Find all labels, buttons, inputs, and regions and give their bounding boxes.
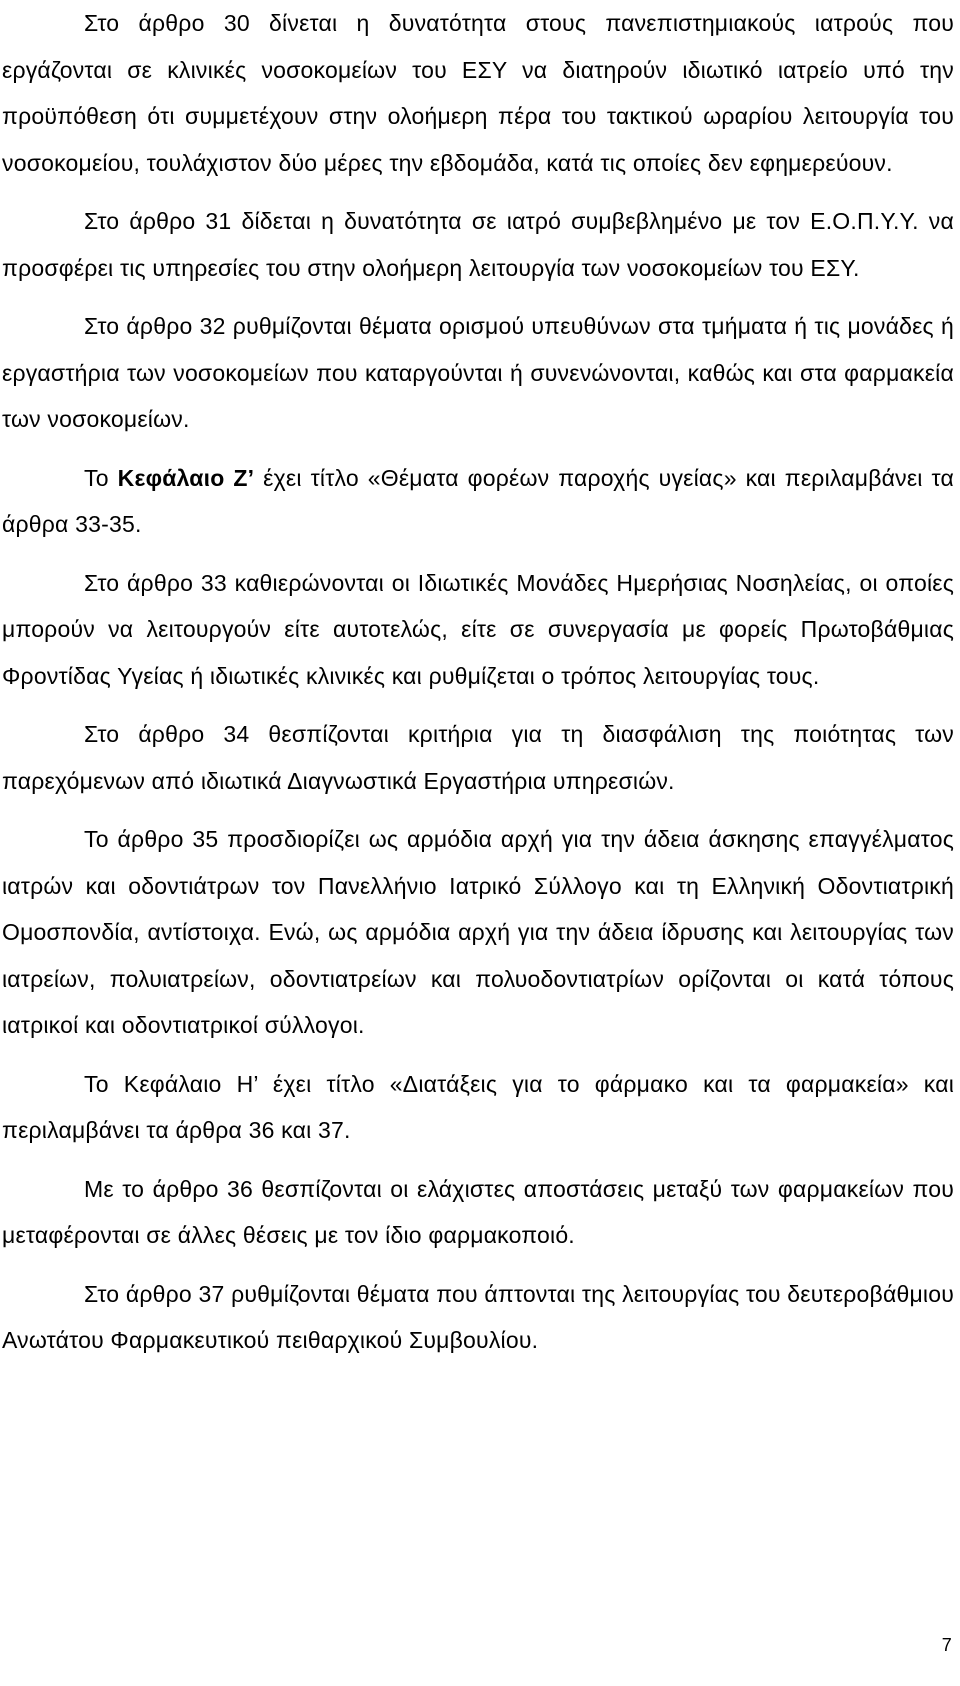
paragraph-article-31: Στο άρθρο 31 δίδεται η δυνατότητα σε ιατρό συμβεβλημένο με τον Ε.Ο.Π.Υ.Υ. να προσφέρει τις υπηρεσίες του στην ολοήμερη λειτουργία των νοσοκομείων του ΕΣΥ. <box>2 208 954 281</box>
paragraph-chapter-h: Το Κεφάλαιο Η’ έχει τίτλο «Διατάξεις για το φάρμακο και τα φαρμακεία» και περιλαμβάνει τα άρθρα 36 και 37. <box>2 1070 954 1143</box>
chapter-z-title: Κεφάλαιο Ζ’ <box>117 464 255 491</box>
paragraph-article-37: Στο άρθρο 37 ρυθμίζονται θέματα που άπτονται της λειτουργίας του δευτεροβάθμιου Ανωτάτου Φαρμακευτικού πειθαρχικού Συμβουλίου. <box>2 1280 954 1353</box>
chapter-z-prefix: Το <box>84 464 118 491</box>
paragraph-article-30: Στο άρθρο 30 δίνεται η δυνατότητα στους πανεπιστημιακούς ιατρούς που εργάζονται σε κλινικές νοσοκομείων του ΕΣΥ να διατηρούν ιδιωτικό ιατρείο υπό την προϋπόθεση ότι συμμετέχουν στην ολοήμερη πέρα του τακτικού ωραρίου λειτουργία του νοσοκομείου, τουλάχιστον δύο μέρες την εβδομάδα, κατά τις οποίες δεν εφημερεύουν. <box>2 10 954 176</box>
paragraph-article-32: Στο άρθρο 32 ρυθμίζονται θέματα ορισμού υπευθύνων στα τμήματα ή τις μονάδες ή εργαστήρια των νοσοκομείων που καταργούνται ή συνενώνονται, καθώς και στα φαρμακεία των νοσοκομείων. <box>2 313 954 432</box>
paragraph-article-35: Το άρθρο 35 προσδιορίζει ως αρμόδια αρχή για την άδεια άσκησης επαγγέλματος ιατρών και οδοντιάτρων τον Πανελλήνιο Ιατρικό Σύλλογο και τη Ελληνική Οδοντιατρική Ομοσπονδία, αντίστοιχα. Ενώ, ως αρμόδια αρχή για την άδεια ίδρυσης και λειτουργίας των ιατρείων, πολυιατρείων, οδοντιατρείων και πολυοδοντιατρίων ορίζονται οι κατά τόπους ιατρικοί και οδοντιατρικοί σύλλογοι. <box>2 826 954 1038</box>
paragraph-article-34: Στο άρθρο 34 θεσπίζονται κριτήρια για τη διασφάλιση της ποιότητας των παρεχόμενων από ιδιωτικά Διαγνωστικά Εργαστήρια υπηρεσιών. <box>2 721 954 794</box>
page-number: 7 <box>941 1635 952 1655</box>
paragraph-article-33: Στο άρθρο 33 καθιερώνονται οι Ιδιωτικές Μονάδες Ημερήσιας Νοσηλείας, οι οποίες μπορούν να λειτουργούν είτε αυτοτελώς, είτε σε συνεργασία με φορείς Πρωτοβάθμιας Φροντίδας Υγείας ή ιδιωτικές κλινικές και ρυθμίζεται ο τρόπος λειτουργίας τους. <box>2 569 954 689</box>
paragraph-chapter-z <box>2 455 954 548</box>
chapter-z-suffix: έχει τίτλο «Θέματα φορέων παροχής υγείας» και περιλαμβάνει τα άρθρα 33-35. <box>2 464 954 537</box>
paragraph-article-36: Με το άρθρο 36 θεσπίζονται οι ελάχιστες αποστάσεις μεταξύ των φαρμακείων που μεταφέρονται σε άλλες θέσεις με τον ίδιο φαρμακοποιό. <box>2 1175 954 1248</box>
